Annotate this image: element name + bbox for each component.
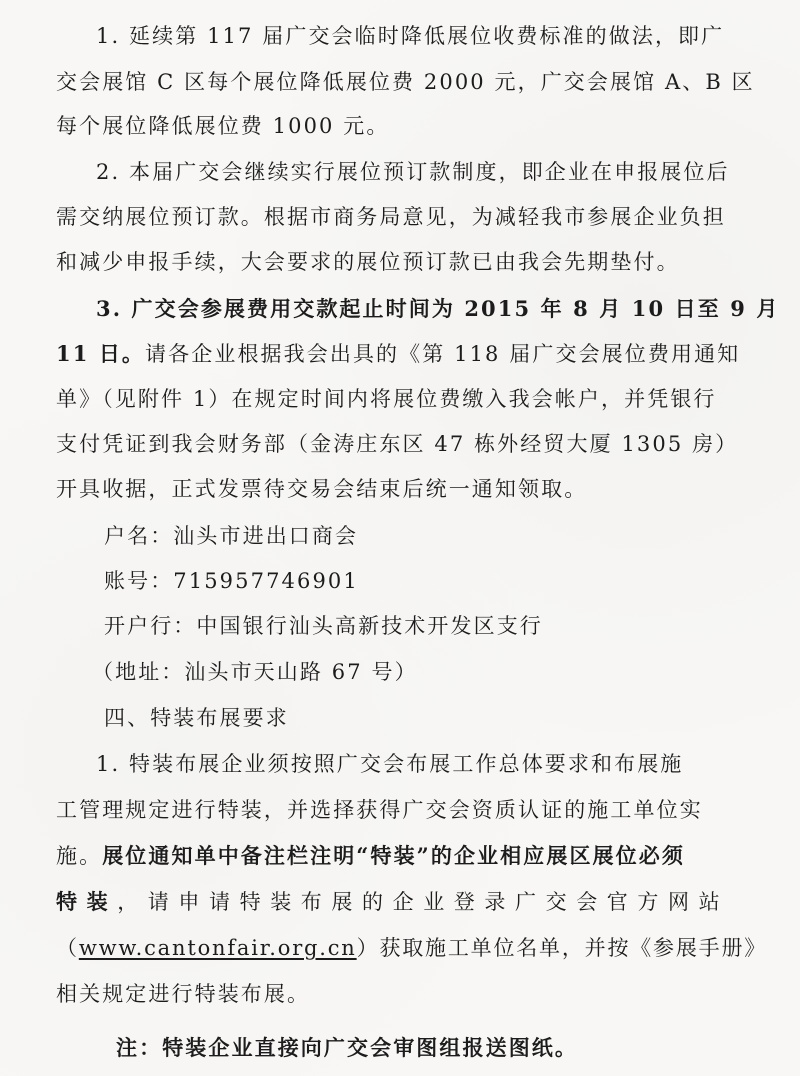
paragraph-1-line-1: 1. 延续第 117 届广交会临时降低展位收费标准的做法，即广 — [96, 24, 725, 48]
paragraph-4-line-5 — [56, 934, 767, 962]
paragraph-3-line-3: 单》（见附件 1）在规定时间内将展位费缴入我会帐户，并凭银行 — [56, 387, 717, 411]
account-number: 账号：715957746901 — [104, 569, 359, 593]
paragraph-2-line-2: 需交纳展位预订款。根据市商务局意见，为减轻我市参展企业负担 — [56, 205, 726, 229]
paragraph-1-line-3: 每个展位降低展位费 1000 元。 — [56, 114, 390, 138]
paragraph-1-line-2: 交会展馆 C 区每个展位降低展位费 2000 元，广交会展馆 A、B 区 — [56, 70, 755, 94]
website-url: www.cantonfair.org.cn — [78, 936, 357, 960]
paragraph-4-line-3-bold: 展位通知单中备注栏注明“特装”的企业相应展区展位必须 — [102, 843, 685, 868]
paragraph-4-line-4-bold: 特装 — [56, 889, 118, 914]
paragraph-4-line-2: 工管理规定进行特装，并选择获得广交会资质认证的施工单位实 — [56, 798, 703, 822]
paragraph-4-line-3-start: 施。 — [56, 844, 103, 868]
paragraph-4-line-3 — [56, 842, 685, 870]
paragraph-3-line-2-bold: 11 日。 — [56, 341, 146, 366]
paragraph-4-line-4 — [56, 888, 729, 916]
paragraph-4-line-4-rest: ，请申请特装布展的企业登录广交会官方网站 — [117, 890, 730, 914]
paragraph-3-line-2-rest: 请各企业根据我会出具的《第 118 届广交会展位费用通知 — [145, 342, 741, 366]
account-address: （地址：汕头市天山路 67 号） — [92, 660, 418, 684]
section-4-heading: 四、特装布展要求 — [104, 706, 289, 730]
paragraph-3-line-2 — [56, 340, 740, 368]
paragraph-3-line-4: 支付凭证到我会财务部（金涛庄东区 47 栋外经贸大厦 1305 房） — [56, 432, 739, 456]
paragraph-4-line-1: 1. 特装布展企业须按照广交会布展工作总体要求和布展施 — [96, 752, 684, 776]
account-name: 户名：汕头市进出口商会 — [104, 524, 359, 548]
paragraph-3-line-1: 3. 广交会参展费用交款起止时间为 2015 年 8 月 10 日至 9 月 — [96, 296, 780, 321]
paragraph-2-line-3: 和减少申报手续，大会要求的展位预订款已由我会先期垫付。 — [56, 250, 680, 274]
paragraph-4-line-6: 相关规定进行特装布展。 — [56, 982, 311, 1006]
paragraph-2-line-1: 2. 本届广交会继续实行展位预订款制度，即企业在申报展位后 — [96, 160, 730, 184]
paragraph-4-line-5-rest: ）获取施工单位名单，并按《参展手册》 — [356, 936, 768, 960]
paragraph-4-line-5-open: （ — [56, 936, 79, 960]
account-bank: 开户行：中国银行汕头高新技术开发区支行 — [104, 614, 543, 638]
paragraph-3-line-5: 开具收据，正式发票待交易会结束后统一通知领取。 — [56, 477, 588, 501]
note-line: 注：特装企业直接向广交会审图组报送图纸。 — [116, 1035, 578, 1060]
